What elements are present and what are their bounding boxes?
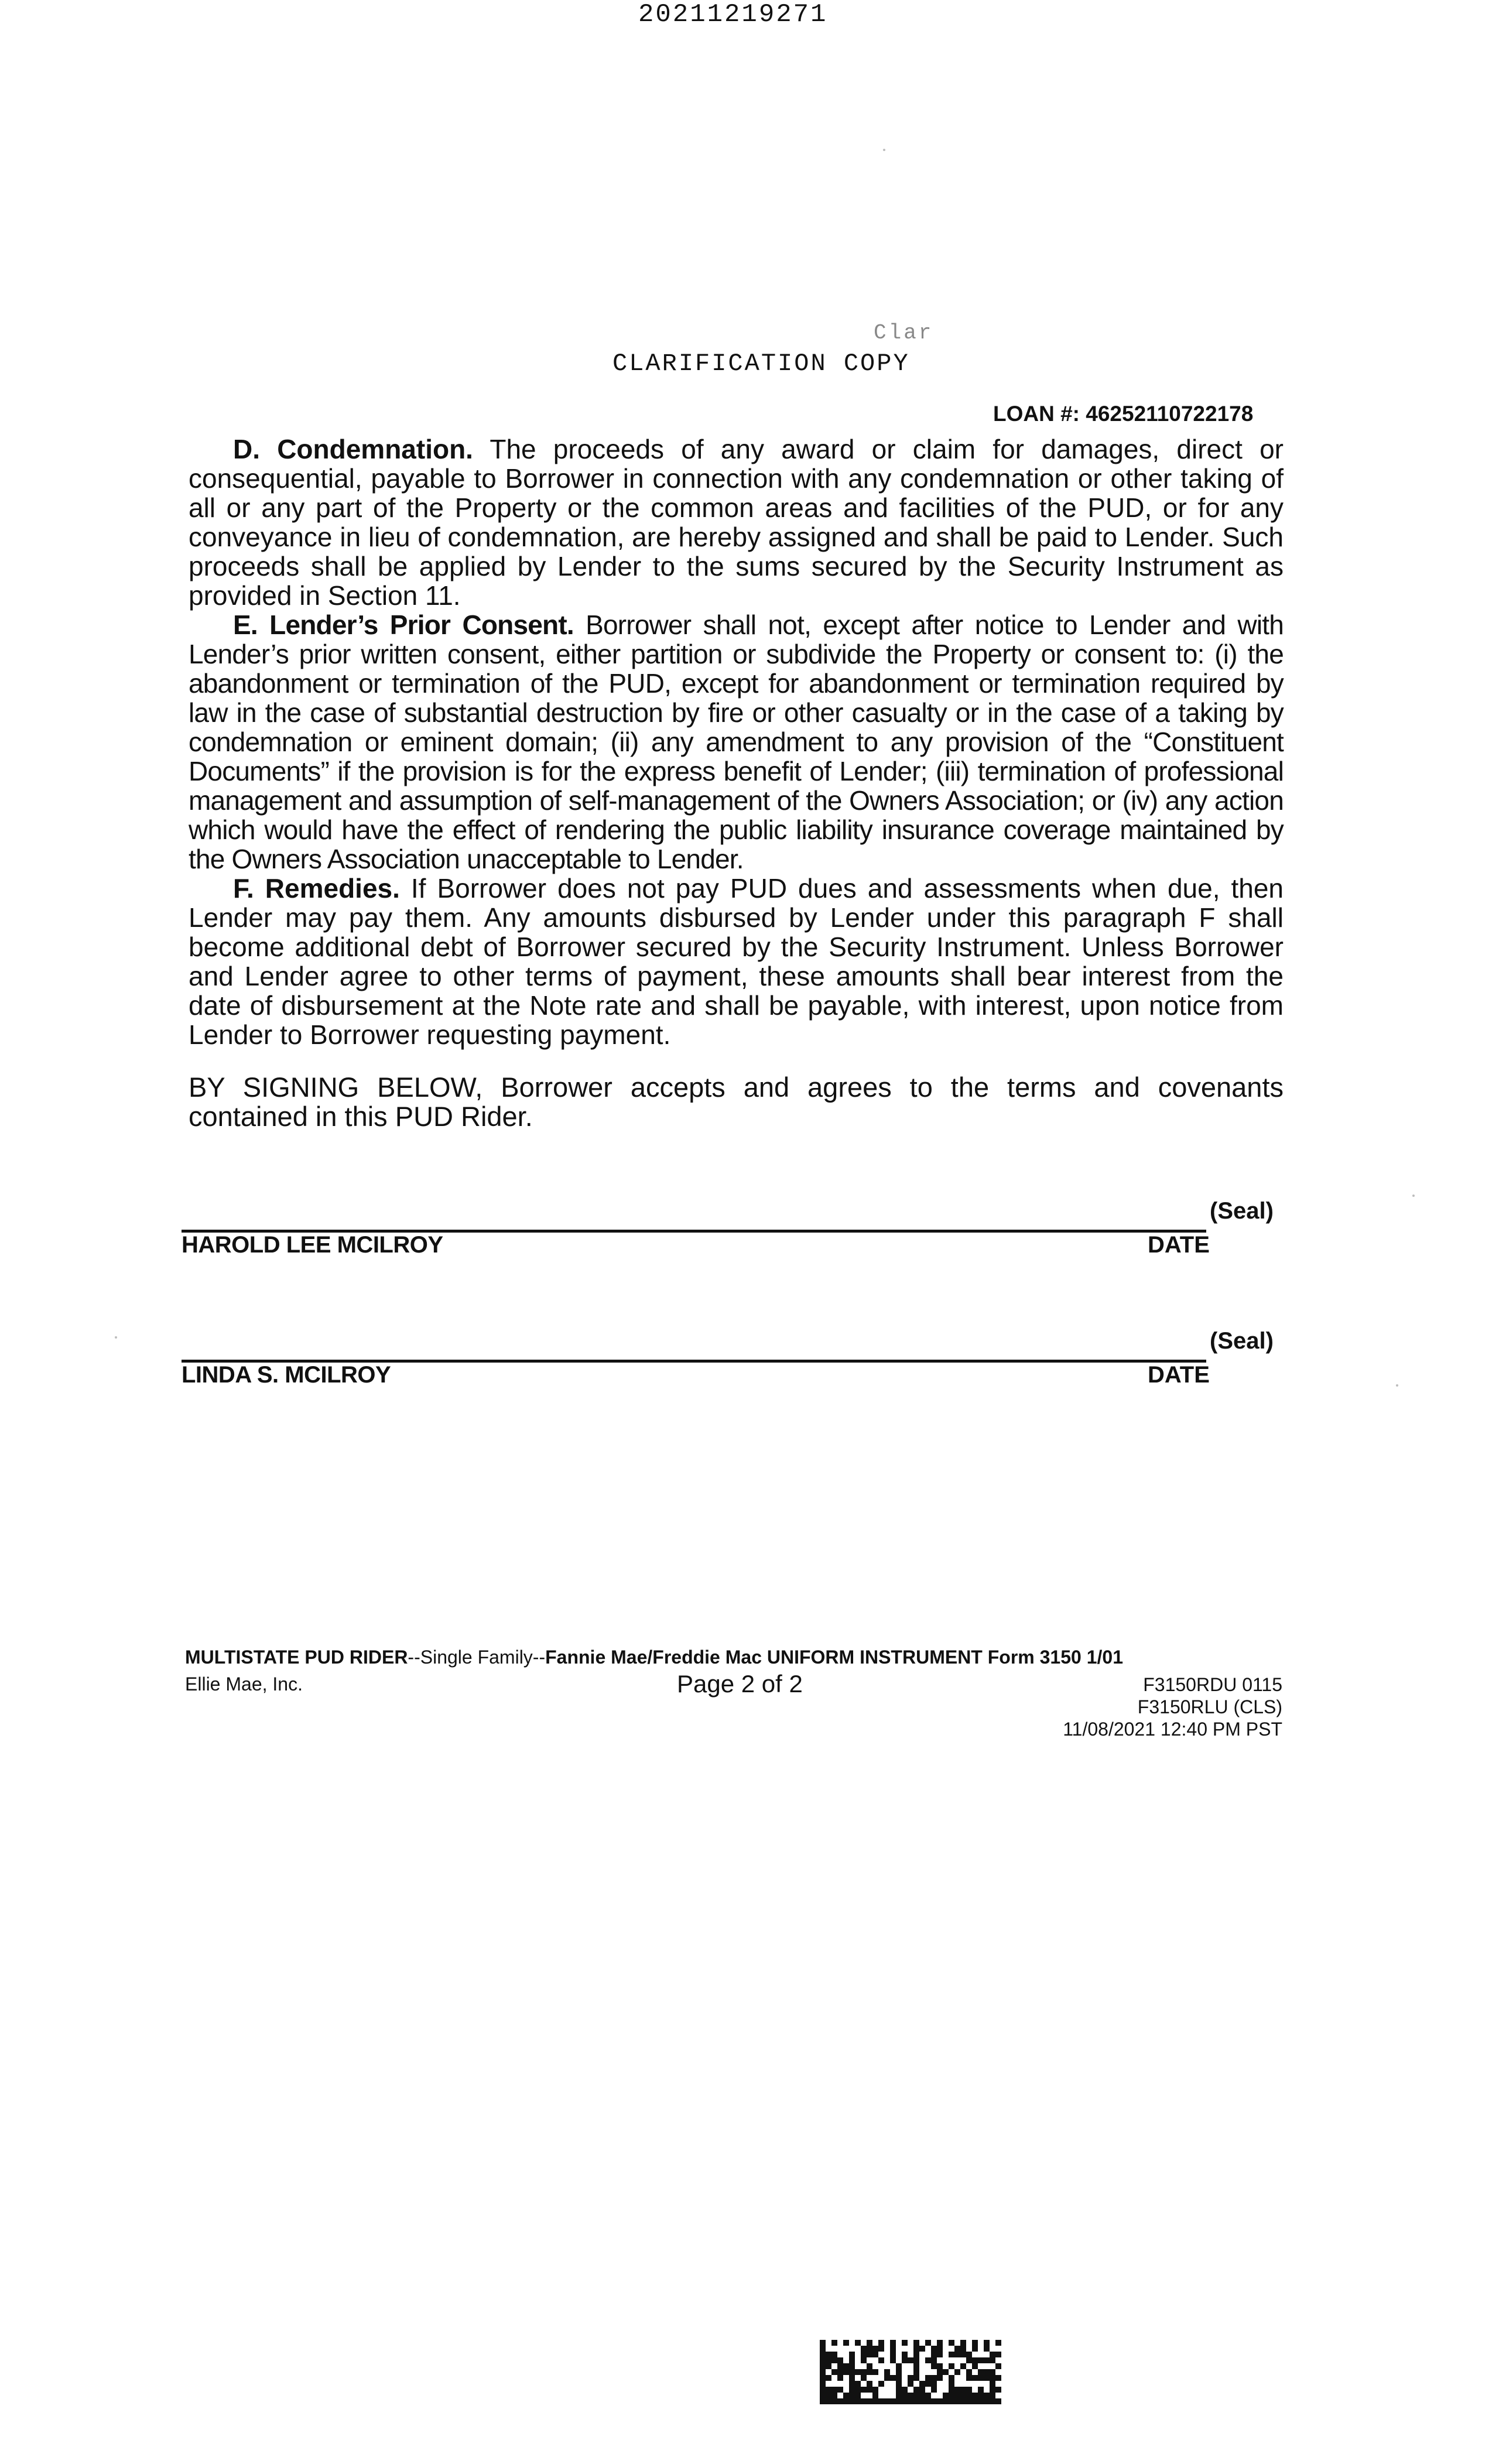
form-title-bold: MULTISTATE PUD RIDER xyxy=(185,1647,408,1668)
loan-number: LOAN #: 46252110722178 xyxy=(993,402,1254,426)
form-title-rest: Fannie Mae/Freddie Mac UNIFORM INSTRUMENT Form 3150 1/01 xyxy=(545,1647,1123,1668)
form-title xyxy=(185,1647,1123,1668)
date-label: DATE xyxy=(1148,1362,1210,1388)
borrower-name: HAROLD LEE MCILROY xyxy=(182,1232,443,1258)
rider-body xyxy=(189,434,1284,1049)
clarification-copy-stamp: CLARIFICATION COPY xyxy=(612,350,910,378)
signing-statement: BY SIGNING BELOW, Borrower accepts and agrees to the terms and covenants contained in this PUD Rider. xyxy=(189,1072,1284,1132)
section-f-text: If Borrower does not pay PUD dues and assessments when due, then Lender may pay them. Any amounts disbursed by Lender under this paragraph F shall become additional debt of Borrower secured by the Security Instrument. Unless Borrower and Lender agree to other terms of payment, these amounts shall bear interest from the date of disbursement at the Note rate and shall be payable, with interest, upon notice from Lender to Borrower requesting payment. xyxy=(189,873,1284,1050)
section-f-heading: F. Remedies. xyxy=(233,873,400,904)
form-codes xyxy=(1031,1674,1282,1740)
faint-stamp-text: Clar xyxy=(874,321,934,345)
scan-speck xyxy=(883,149,885,151)
section-e xyxy=(189,610,1284,874)
section-e-heading: E. Lender’s Prior Consent. xyxy=(233,610,574,640)
form-title-mid: --Single Family-- xyxy=(408,1647,546,1668)
vendor-name: Ellie Mae, Inc. xyxy=(185,1674,303,1695)
page-number: Page 2 of 2 xyxy=(677,1670,803,1698)
section-d xyxy=(189,434,1284,610)
form-code-1: F3150RDU 0115 xyxy=(1143,1674,1282,1695)
barcode-icon xyxy=(820,2340,1001,2404)
scan-speck xyxy=(1412,1195,1415,1197)
section-d-text: The proceeds of any award or claim for damages, direct or consequential, payable to Borrower in connection with any condemnation or other taking of all or any part of the Property or the common areas and facilities of the PUD, or for any conveyance in lieu of condemnation, are hereby assigned and shall be paid to Lender. Such proceeds shall be applied by Lender to the sums secured by the Security Instrument as provided in Section 11. xyxy=(189,434,1284,611)
print-timestamp: 11/08/2021 12:40 PM PST xyxy=(1063,1719,1282,1740)
borrower-name: LINDA S. MCILROY xyxy=(182,1362,391,1388)
section-f xyxy=(189,874,1284,1049)
scan-speck xyxy=(1396,1384,1398,1387)
section-e-text: Borrower shall not, except after notice to Lender and with Lender’s prior written consent, either partition or subdivide the Property or consent to: (i) the abandonment or termination of the PUD, except for abandonment or termination required by law in the case of substantial destruction by fire or other casualty or in the case of a taking by condemnation or eminent domain; (ii) any amendment to any provision of the “Constituent Documents” if the provision is for the express benefit of Lender; (iii) termination of professional management and assumption of self-management of the Owners Association; or (iv) any action which would have the effect of rendering the public liability insurance coverage maintained by the Owners Association unacceptable to Lender. xyxy=(189,610,1284,874)
form-code-2: F3150RLU (CLS) xyxy=(1137,1696,1282,1717)
seal-label: (Seal) xyxy=(1210,1328,1274,1354)
seal-label: (Seal) xyxy=(1210,1198,1274,1224)
document-number: 20211219271 xyxy=(638,0,828,29)
scan-speck xyxy=(115,1336,117,1339)
date-label: DATE xyxy=(1148,1232,1210,1258)
section-d-heading: D. Condemnation. xyxy=(233,434,473,464)
